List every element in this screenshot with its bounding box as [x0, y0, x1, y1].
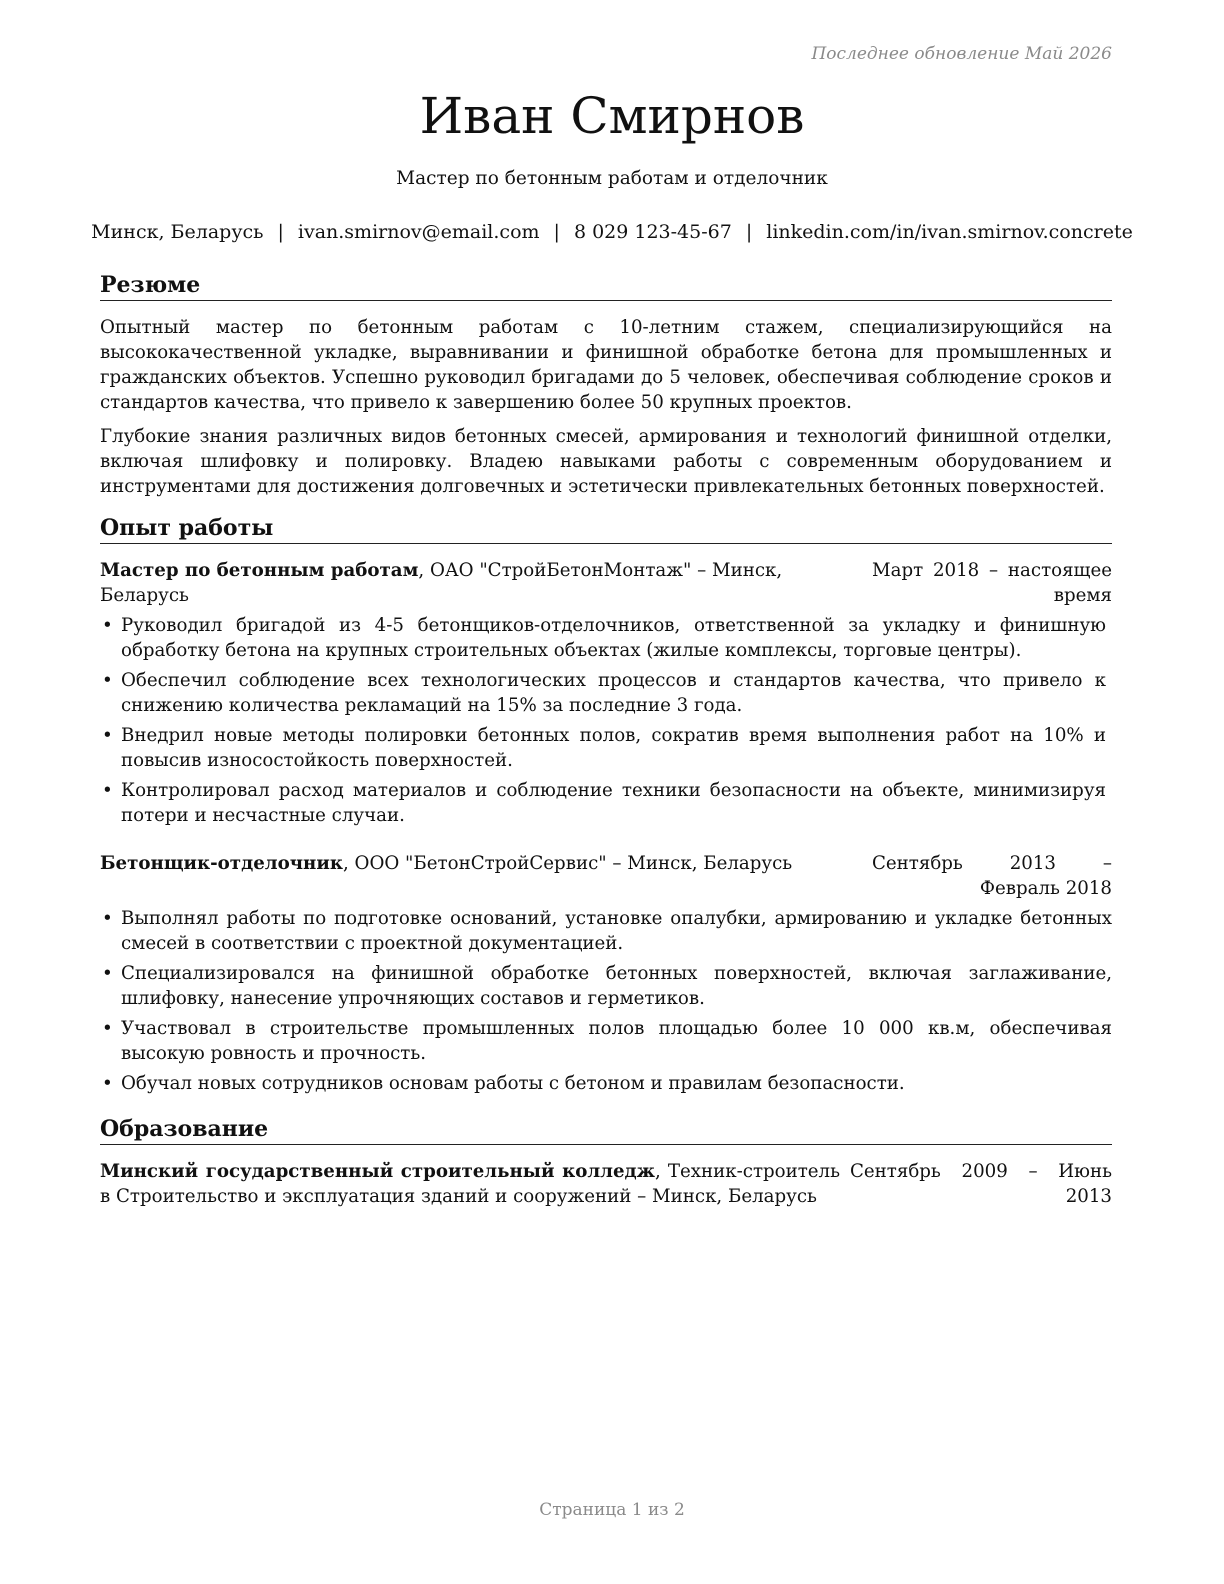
job-header: [100, 851, 1112, 901]
job-company: , ООО "БетонСтройСервис" – Минск, Беларусь: [342, 853, 793, 874]
job-company: , ОАО "СтройБетонМонтаж" – Минск, Беларусь: [100, 560, 783, 606]
education-details: , Техник-строитель в Строительство и эксплуатация зданий и сооружений – Минск, Беларусь: [100, 1161, 840, 1207]
job-dates: Март 2018 – настоящее время: [872, 560, 1112, 606]
list-item: • Внедрил новые методы полировки бетонных полов, сократив время выполнения работ на 10% и повысив износостойкость поверхностей.: [102, 725, 1106, 771]
education-dates: Сентябрь 2009 – Июнь 2013: [850, 1161, 1112, 1207]
list-item: • Контролировал расход материалов и соблюдение техники безопасности на объекте, минимизируя потери и несчастные случаи.: [102, 780, 1106, 826]
contact-location: Минск, Беларусь: [91, 221, 264, 243]
section-title-education: Образование: [100, 1114, 1112, 1145]
education-institution: Минский государственный строительный колледж: [100, 1161, 656, 1182]
contact-phone: 8 029 123-45-67: [573, 221, 732, 243]
list-item: • Руководил бригадой из 4-5 бетонщиков-отделочников, ответственной за укладку и финишную обработку бетона на крупных строительных объектах (жилые комплексы, торговые центры).: [102, 615, 1106, 661]
summary-paragraph: Опытный мастер по бетонным работам с 10-летним стажем, специализирующийся на высококачественной укладке, выравнивании и финишной обработке бетона для промышленных и гражданских объектов. Успешно руководил бригадами до 5 человек, обеспечивая соблюдение сроков и стандартов качества, что привело к завершению более 50 крупных проектов.: [100, 317, 1112, 413]
job-position: Мастер по бетонным работам: [100, 560, 419, 581]
job-entry: [100, 851, 1112, 1096]
job-bullets: [100, 613, 1112, 828]
education-entry: [100, 1159, 1112, 1209]
job-position: Бетонщик-отделочник: [100, 853, 343, 874]
list-item: • Обеспечил соблюдение всех технологических процессов и стандартов качества, что привело к снижению количества рекламаций на 15% за последние 3 года.: [102, 670, 1106, 716]
summary-paragraph: Глубокие знания различных видов бетонных смесей, армирования и технологий финишной отделки, включая шлифовку и полировку. Владею навыками работы с современным оборудованием и инструментами для достижения долговечных и эстетически привлекательных бетонных поверхностей.: [100, 426, 1112, 497]
job-dates: Сентябрь 2013 – Февраль 2018: [872, 853, 1112, 899]
contact-separator: |: [745, 221, 753, 243]
experience-section: [100, 513, 1112, 1096]
section-title-experience: Опыт работы: [100, 513, 1112, 544]
contact-line: [0, 218, 1224, 246]
education-section: [100, 1114, 1112, 1209]
job-header: [100, 558, 1112, 608]
list-item: • Выполнял работы по подготовке оснований, установке опалубки, армированию и укладке бетонных смесей в соответствии с проектной документацией.: [102, 908, 1112, 954]
summary-section: [100, 270, 1112, 499]
page-number: Страница 1 из 2: [539, 1500, 685, 1520]
contact-email[interactable]: ivan.smirnov@email.com: [297, 221, 540, 243]
job-entry: [100, 558, 1112, 828]
list-item: • Обучал новых сотрудников основам работы с бетоном и правилам безопасности.: [102, 1073, 905, 1094]
last-updated: Последнее обновление Май 2026: [811, 44, 1112, 64]
list-item: • Специализировался на финишной обработке бетонных поверхностей, включая заглаживание, шлифовку, нанесение упрочняющих составов и герметиков.: [102, 963, 1112, 1009]
candidate-title: Мастер по бетонным работам и отделочник: [396, 168, 828, 189]
job-bullets: [100, 906, 1112, 1096]
candidate-name: Иван Смирнов: [419, 87, 805, 145]
contact-separator: |: [277, 221, 284, 243]
contact-separator: |: [553, 221, 560, 243]
contact-linkedin[interactable]: linkedin.com/in/ivan.smirnov.concrete: [766, 221, 1133, 243]
list-item: • Участвовал в строительстве промышленных полов площадью более 10 000 кв.м, обеспечивая высокую ровность и прочность.: [102, 1018, 1112, 1064]
section-title-summary: Резюме: [100, 270, 1112, 301]
